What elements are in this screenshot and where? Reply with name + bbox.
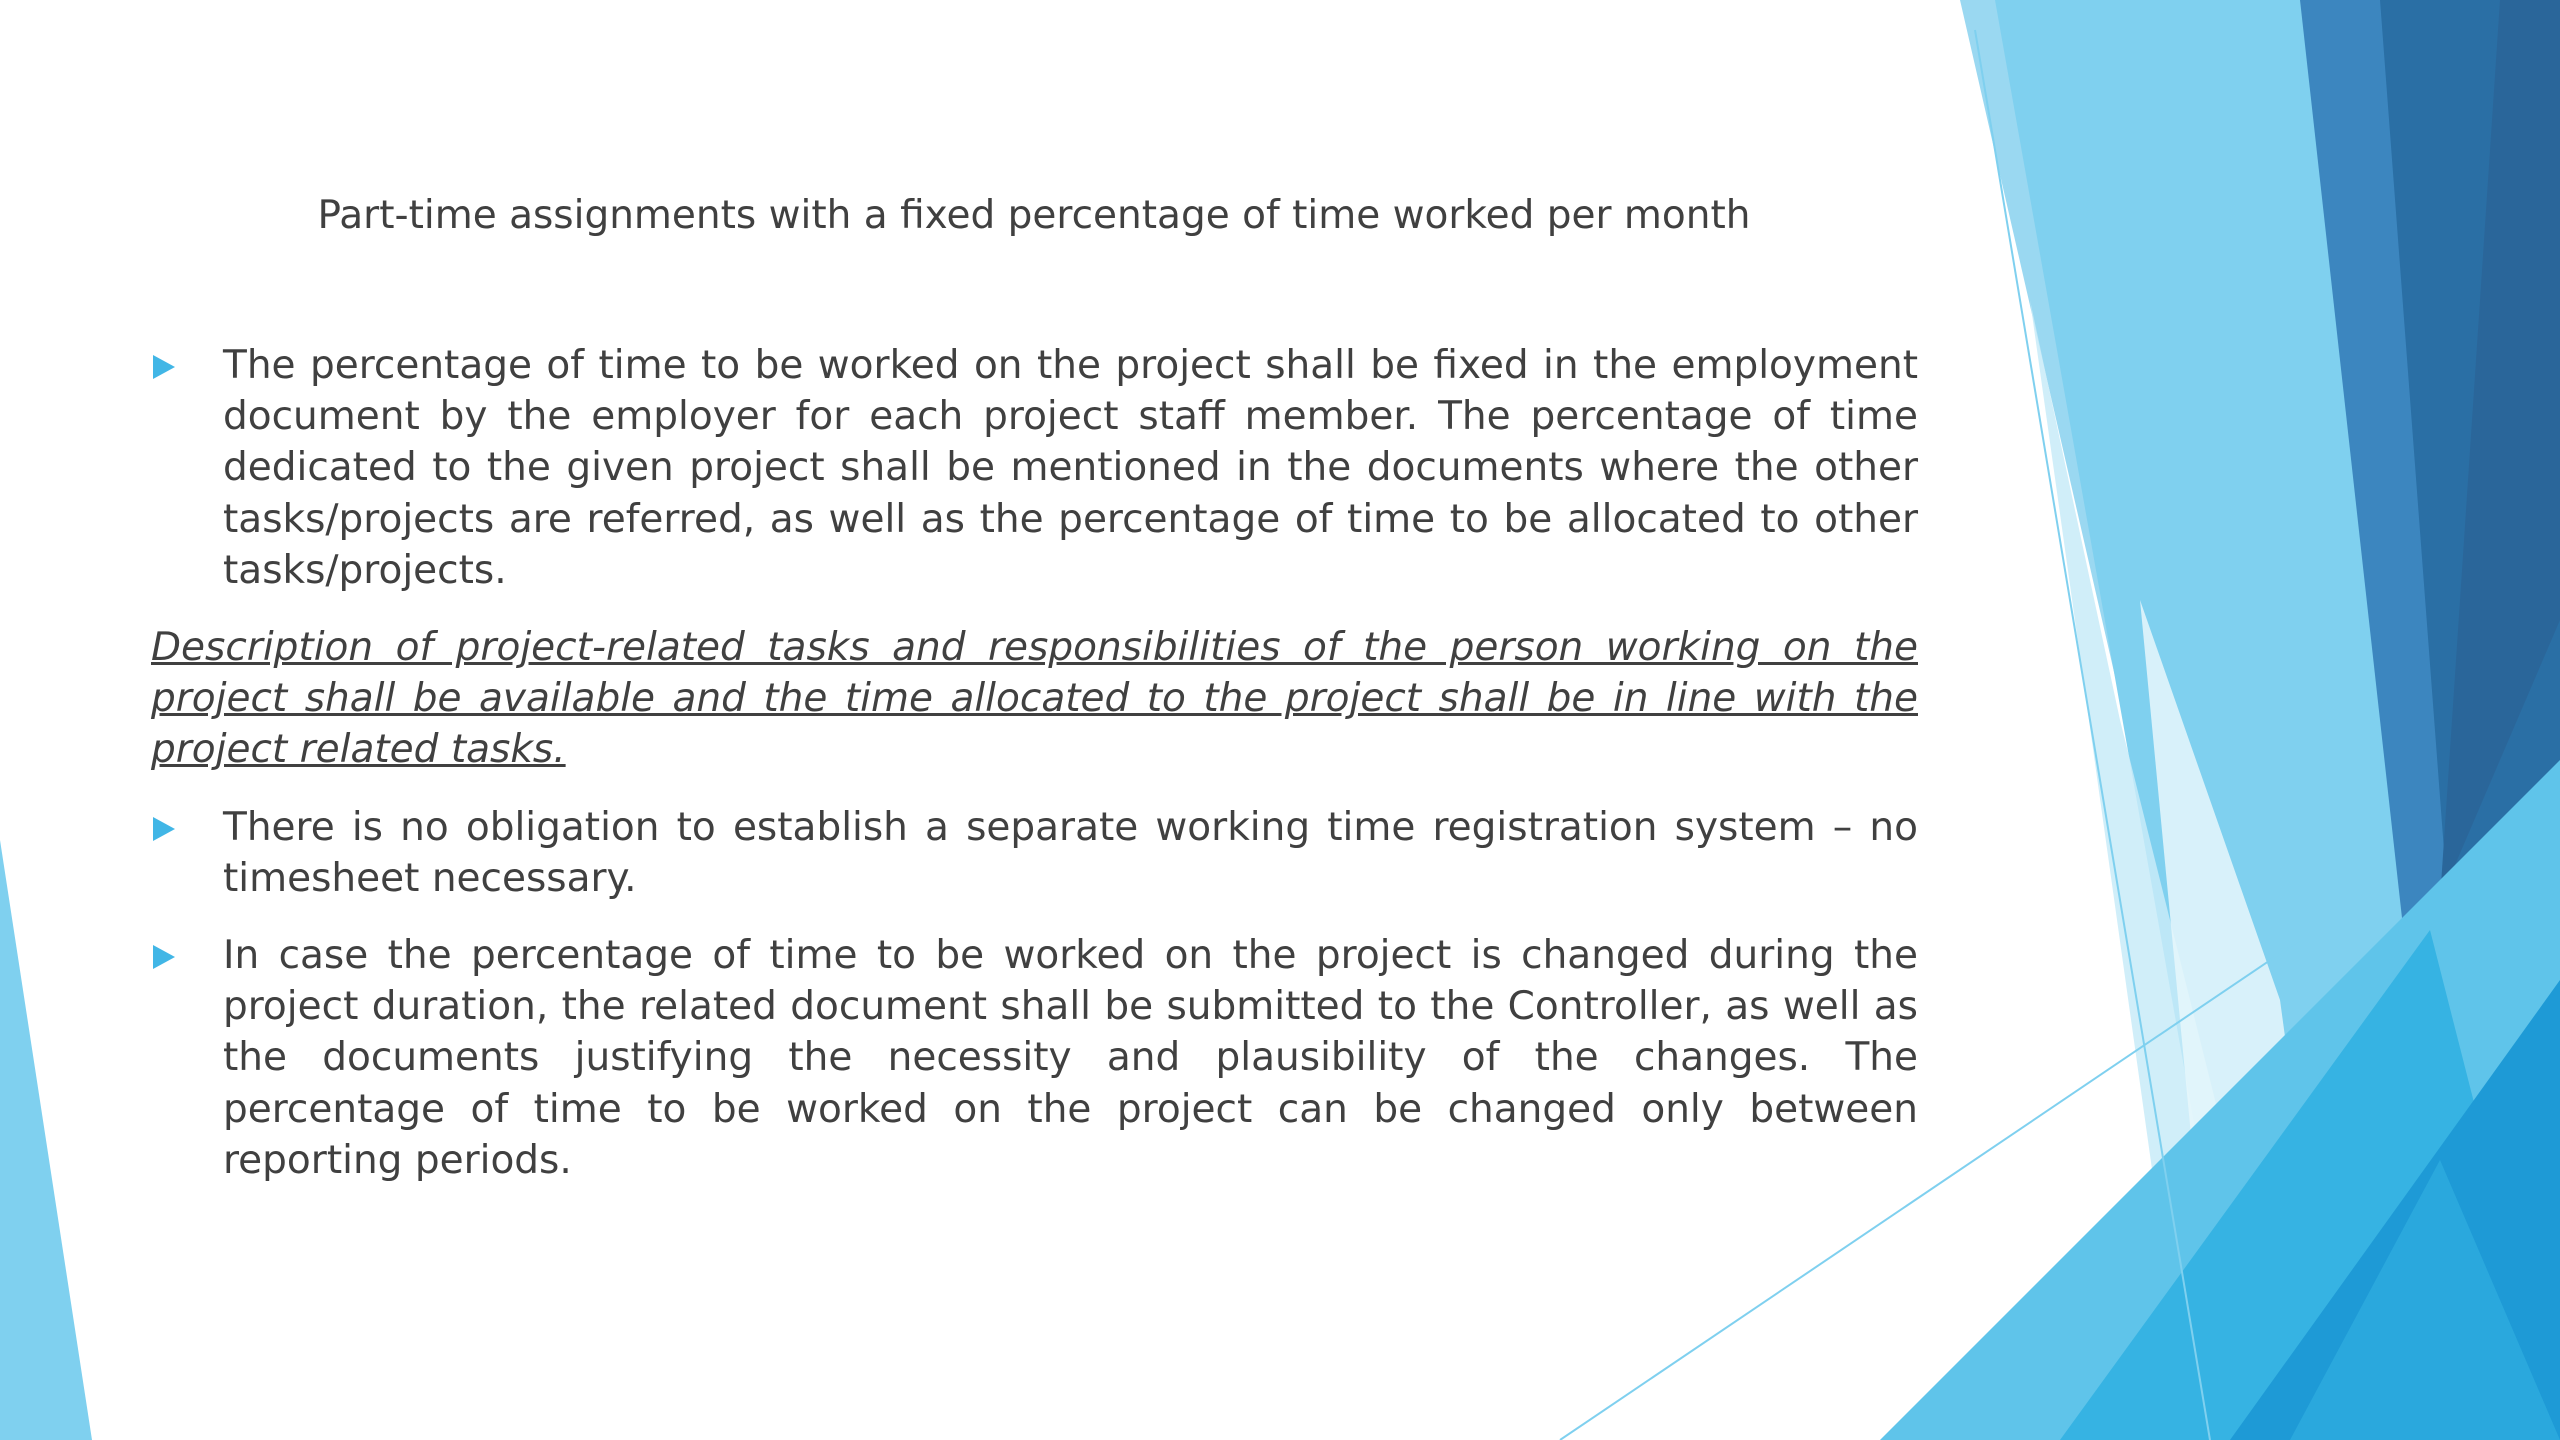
slide-content <box>151 340 1918 1212</box>
bullet-item <box>151 802 1918 904</box>
emphasis-paragraph: Description of project-related tasks and responsibilities of the person working on the project shall be available and the time allocated to the project shall be in line with the project related tasks. <box>151 625 1918 773</box>
bullet-text: In case the percentage of time to be worked on the project is changed during the project duration, the related document shall be submitted to the Controller, as well as the documents justifying the necessity and plausibility of the changes. The percentage of time to be worked on the project can be changed only between reporting periods. <box>223 933 1918 1183</box>
bullet-arrow-icon <box>153 355 175 379</box>
bullet-item <box>151 340 1918 596</box>
bullet-item <box>151 930 1918 1186</box>
bullet-arrow-icon <box>153 945 175 969</box>
bullet-arrow-icon <box>153 817 175 841</box>
slide-title: Part-time assignments with a fixed percentage of time worked per month <box>317 193 1751 238</box>
bullet-text: There is no obligation to establish a separate working time registration system – no timesheet necessary. <box>223 804 1918 901</box>
bullet-text: The percentage of time to be worked on the project shall be fixed in the employment document by the employer for each project staff member. The percentage of time dedicated to the given project shall be mentioned in the documents where the other tasks/projects are referred, as well as the percentage of time to be allocated to other tasks/projects. <box>223 343 1918 593</box>
left-accent-shape <box>0 840 92 1440</box>
